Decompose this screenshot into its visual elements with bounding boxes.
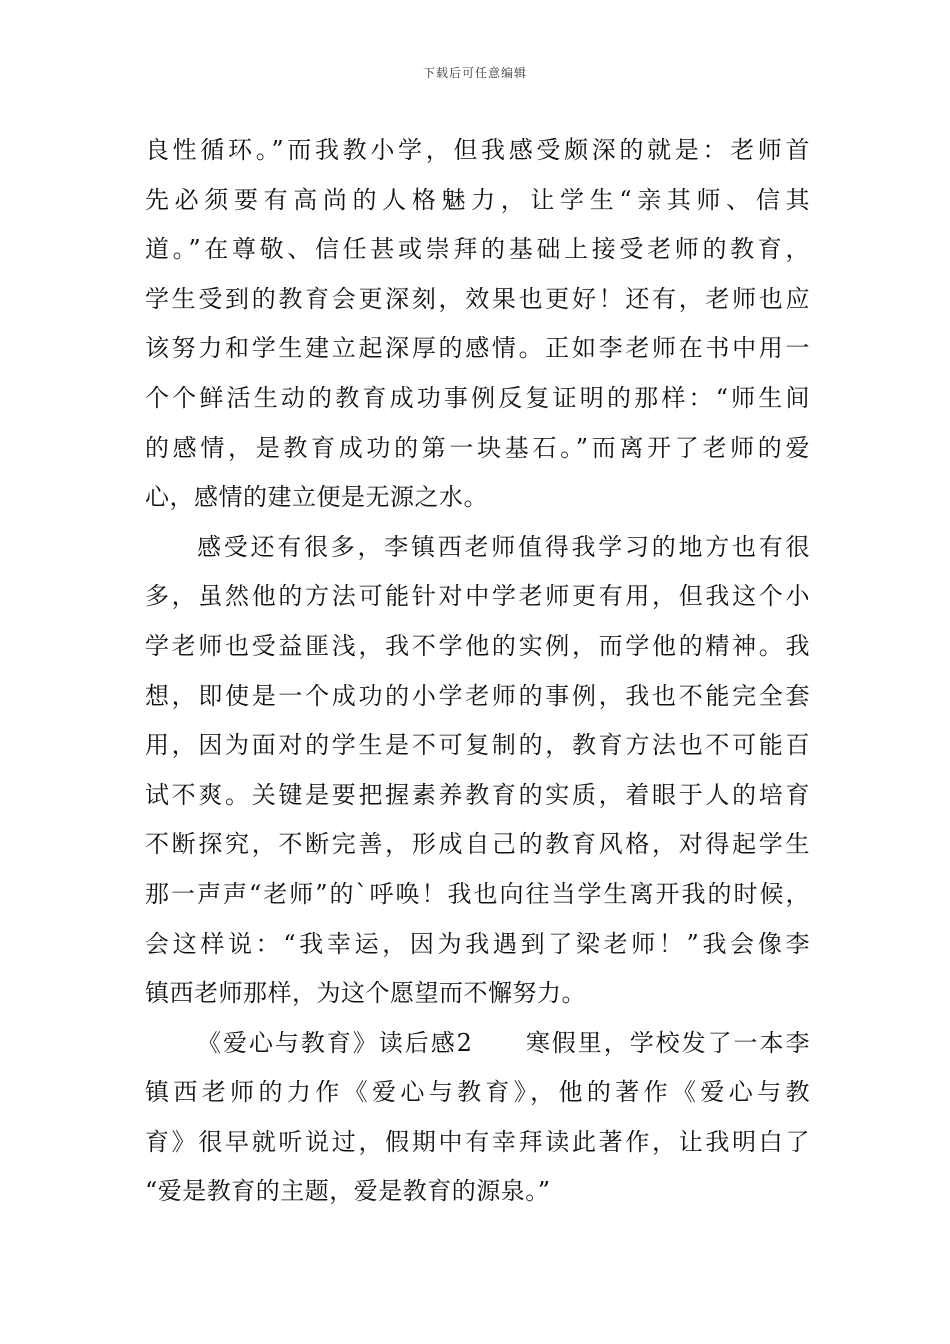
text-line: 先必须要有高尚的人格魅力，让学生“亲其师、信其 <box>145 185 810 214</box>
text-line: “爱是教育的主题，爱是教育的源泉。” <box>145 1177 551 1206</box>
text-line: 镇西老师的力作《爱心与教育》，他的著作《爱心与教 <box>145 1078 810 1107</box>
text-line: 学生受到的教育会更深刻，效果也更好！还有，老师也应 <box>145 284 810 313</box>
document-body <box>145 126 810 1217</box>
text-line: 《爱心与教育》读后感2 寒假里，学校发了一本李 <box>197 1028 810 1057</box>
text-line: 道。”在尊敬、信任甚或崇拜的基础上接受老师的教育， <box>145 235 810 264</box>
text-line: 的感情，是教育成功的第一块基石。”而离开了老师的爱 <box>145 433 810 462</box>
text-line: 那一声声“老师”的`呼唤！我也向往当学生离开我的时候， <box>145 879 810 908</box>
page-header: 下载后可任意编辑 <box>422 66 527 80</box>
text-line: 感受还有很多，李镇西老师值得我学习的地方也有很 <box>197 532 810 561</box>
text-line: 会这样说：“我幸运，因为我遇到了梁老师！”我会像李 <box>145 929 810 958</box>
text-line: 心，感情的建立便是无源之水。 <box>145 483 488 512</box>
text-line: 该努力和学生建立起深厚的感情。正如李老师在书中用一 <box>145 334 810 363</box>
text-line: 良性循环。”而我教小学，但我感受颇深的就是：老师首 <box>145 136 810 164</box>
text-line: 不断探究，不断完善，形成自己的教育风格，对得起学生 <box>145 830 810 859</box>
text-line: 用，因为面对的学生是不可复制的，教育方法也不可能百 <box>145 731 810 760</box>
text-line: 多，虽然他的方法可能针对中学老师更有用，但我这个小 <box>145 582 810 611</box>
text-line: 个个鲜活生动的教育成功事例反复证明的那样：“师生间 <box>145 383 810 412</box>
text-line: 镇西老师那样，为这个愿望而不懈努力。 <box>145 979 586 1008</box>
text-line: 育》很早就听说过，假期中有幸拜读此著作，让我明白了 <box>145 1127 810 1156</box>
text-line: 学老师也受益匪浅，我不学他的实例，而学他的精神。我 <box>145 631 810 660</box>
text-line: 试不爽。关键是要把握素养教育的实质，着眼于人的培育 <box>145 780 810 809</box>
text-line: 想，即使是一个成功的小学老师的事例，我也不能完全套 <box>145 681 810 710</box>
